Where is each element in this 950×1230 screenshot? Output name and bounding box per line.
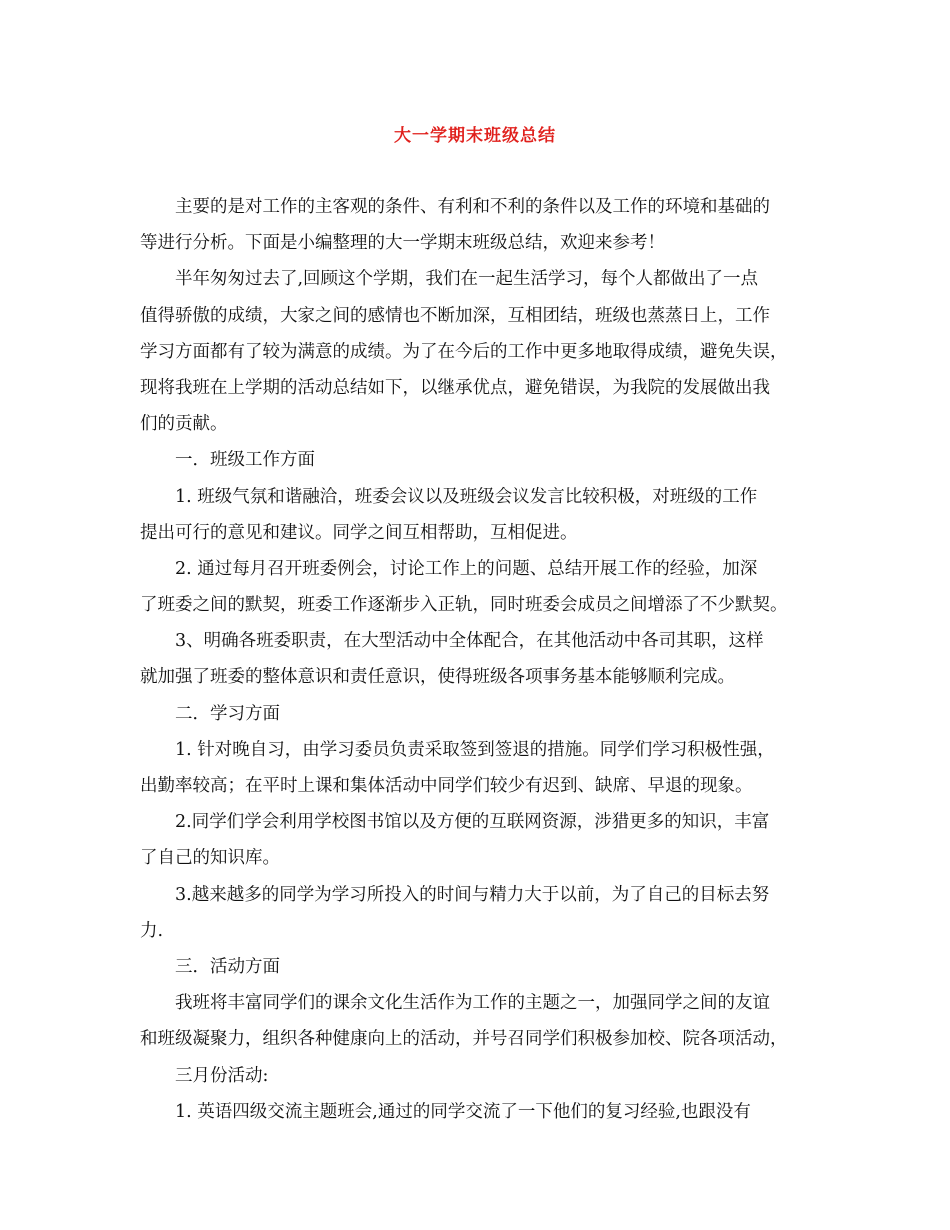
paragraph-line: 主要的是对工作的主客观的条件、有利和不利的条件以及工作的环境和基础的 (175, 197, 770, 217)
paragraph-line: 出勤率较高；在平时上课和集体活动中同学们较少有迟到、缺席、早退的现象。 (140, 776, 753, 796)
paragraph-line: 们的贡献。 (140, 414, 228, 435)
paragraph-line: 力. (140, 920, 164, 941)
section-heading: 二．学习方面 (175, 703, 280, 724)
section-heading: 三．活动方面 (175, 956, 280, 977)
paragraph-line: 和班级凝聚力，组织各种健康向上的活动，并号召同学们积极参加校、院各项活动， (140, 1029, 788, 1050)
paragraph-line: 3、明确各班委职责，在大型活动中全体配合，在其他活动中各司其职，这样 (175, 631, 764, 652)
paragraph-line: 等进行分析。下面是小编整理的大一学期末班级总结，欢迎来参考！ (140, 233, 665, 254)
document-title: 大一学期末班级总结 (394, 126, 556, 146)
paragraph-line: 2.同学们学会利用学校图书馆以及方便的互联网资源，涉猎更多的知识，丰富 (175, 812, 770, 833)
paragraph-line: 值得骄傲的成绩，大家之间的感情也不断加深，互相团结，班级也蒸蒸日上，工作 (140, 305, 770, 326)
paragraph-line: 3.越来越多的同学为学习所投入的时间与精力大于以前，为了自己的目标去努 (175, 884, 770, 905)
paragraph-line: 现将我班在上学期的活动总结如下，以继承优点，避免错误，为我院的发展做出我 (140, 377, 770, 398)
paragraph-line: 三月份活动: (175, 1065, 269, 1086)
paragraph-line: 了自己的知识库。 (140, 848, 280, 869)
paragraph-line: 提出可行的意见和建议。同学之间互相帮助，互相促进。 (140, 522, 578, 543)
paragraph-line: 了班委之间的默契，班委工作逐渐步入正轨，同时班委会成员之间增添了不少默契。 (140, 595, 788, 616)
paragraph-line: 1. 英语四级交流主题班会,通过的同学交流了一下他们的复习经验,也跟没有 (175, 1101, 751, 1122)
paragraph-line: 我班将丰富同学们的课余文化生活作为工作的主题之一，加强同学之间的友谊 (175, 993, 770, 1014)
document-body (140, 189, 822, 1130)
paragraph-line: 2. 通过每月召开班委例会，讨论工作上的问题、总结开展工作的经验，加深 (175, 558, 758, 579)
paragraph-line: 就加强了班委的整体意识和责任意识，使得班级各项事务基本能够顺利完成。 (140, 667, 735, 688)
section-heading: 一．班级工作方面 (175, 450, 315, 471)
paragraph-line: 学习方面都有了较为满意的成绩。为了在今后的工作中更多地取得成绩，避免失误， (140, 341, 788, 362)
paragraph-line: 1. 针对晚自习，由学习委员负责采取签到签退的措施。同学们学习积极性强， (175, 739, 775, 760)
paragraph-line: 半年匆匆过去了,回顾这个学期，我们在一起生活学习，每个人都做出了一点 (175, 269, 759, 290)
paragraph-line: 1. 班级气氛和谐融洽，班委会议以及班级会议发言比较积极，对班级的工作 (175, 486, 758, 507)
